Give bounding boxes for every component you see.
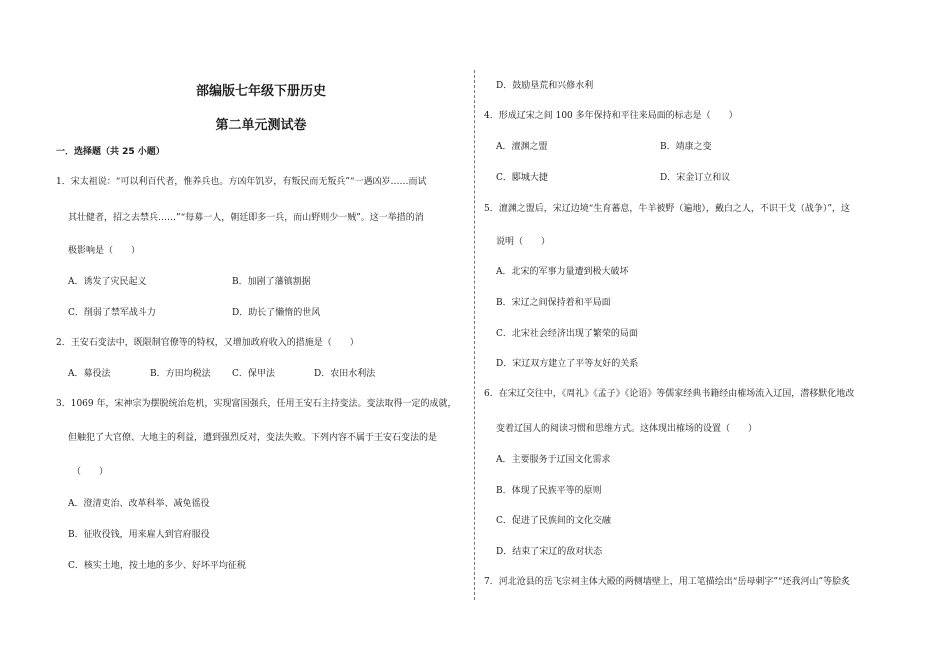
q4-option-b: B．靖康之变 [660,142,712,152]
q3-option-d: D．鼓励垦荒和兴修水利 [496,81,594,91]
q5-text-line1: 5．澶渊之盟后，宋辽边境“生育蕃息，牛羊被野（遍地），戴白之人，不识干戈（战争）”，这 [484,204,850,214]
q5-option-b: B．宋辽之间保持着和平局面 [496,298,611,308]
q6-option-c: C．促进了民族间的文化交融 [496,516,611,526]
q5-option-d: D．宋辽双方建立了平等友好的关系 [496,359,639,369]
q1-option-d: D．助长了懒惰的世风 [232,308,321,318]
q3-option-b: B．征收役钱，用来雇人到官府服役 [68,530,210,540]
q2-option-a: A．募役法 [68,369,111,379]
column-divider [474,70,475,600]
q2-option-d: D．农田水利法 [314,369,376,379]
q3-option-c: C．核实土地，按土地的多少、好坏平均征税 [68,561,246,571]
q3-text-line1: 3．1069 年，宋神宗为摆脱统治危机，实现富国强兵，任用王安石主持变法。变法取得一定的成就， [56,399,457,409]
q7-text-line1: 7．河北沧县的岳飞宗祠主体大殿的两侧墙壁上，用工笔描绘出“岳母刺字”“还我河山”等脍炙 [484,577,851,587]
section-heading: 一．选择题（共 25 小题） [56,147,165,157]
q4-text-line1: 4．形成辽宋之间 100 多年保持和平往来局面的标志是（ ） [484,111,738,121]
q6-option-d: D．结束了宋辽的敌对状态 [496,547,603,557]
q4-option-a: A．澶渊之盟 [496,142,548,152]
q6-text-line2: 变着辽国人的阅读习惯和思维方式。这体现出榷场的设置（ ） [496,424,758,434]
q6-option-a: A．主要服务于辽国文化需求 [496,455,611,465]
exam-subtitle: 第二单元测试卷 [215,118,307,133]
q5-option-a: A．北宋的军事力量遭到极大破坏 [496,267,629,277]
q2-text-line1: 2．王安石变法中，既限制官僚等的特权，又增加政府收入的措施是（ ） [56,338,359,348]
exam-title: 部编版七年级下册历史 [195,84,326,99]
q1-text-line1: 1．宋太祖说：“可以利百代者，惟养兵也。方凶年饥岁，有叛民而无叛兵”“一遇凶岁……而试 [56,177,427,187]
q4-option-d: D．宋金订立和议 [660,173,731,183]
q3-text-line3: （ ） [72,467,109,477]
q2-option-c: C．保甲法 [232,369,275,379]
q2-option-b: B．方田均税法 [150,369,211,379]
q1-option-a: A．诱发了灾民起义 [68,277,147,287]
q5-text-line2: 说明（ ） [496,237,551,247]
q3-option-a: A．澄清吏治、改革科举、减免徭役 [68,499,210,509]
q6-option-b: B．体现了民族平等的原则 [496,486,602,496]
q6-text-line1: 6．在宋辽交往中，《周礼》《孟子》《论语》等儒家经典书籍经由榷场流入辽国，潜移默化地改 [484,389,855,399]
q1-text-line2: 其壮健者，招之去禁兵……”“每募一人，朝廷即多一兵，而山野则少一贼”。这一举措的消 [68,213,424,223]
q4-option-c: C．郾城大捷 [496,173,548,183]
q1-option-b: B．加剧了藩镇割据 [232,277,311,287]
q1-text-line3: 极影响是（ ） [68,246,141,256]
q3-text-line2: 但触犯了大官僚、大地主的利益，遭到强烈反对，变法失败。下列内容不属于王安石变法的是 [68,433,438,443]
q5-option-c: C．北宋社会经济出现了繁荣的局面 [496,329,638,339]
q1-option-c: C．削弱了禁军战斗力 [68,308,156,318]
